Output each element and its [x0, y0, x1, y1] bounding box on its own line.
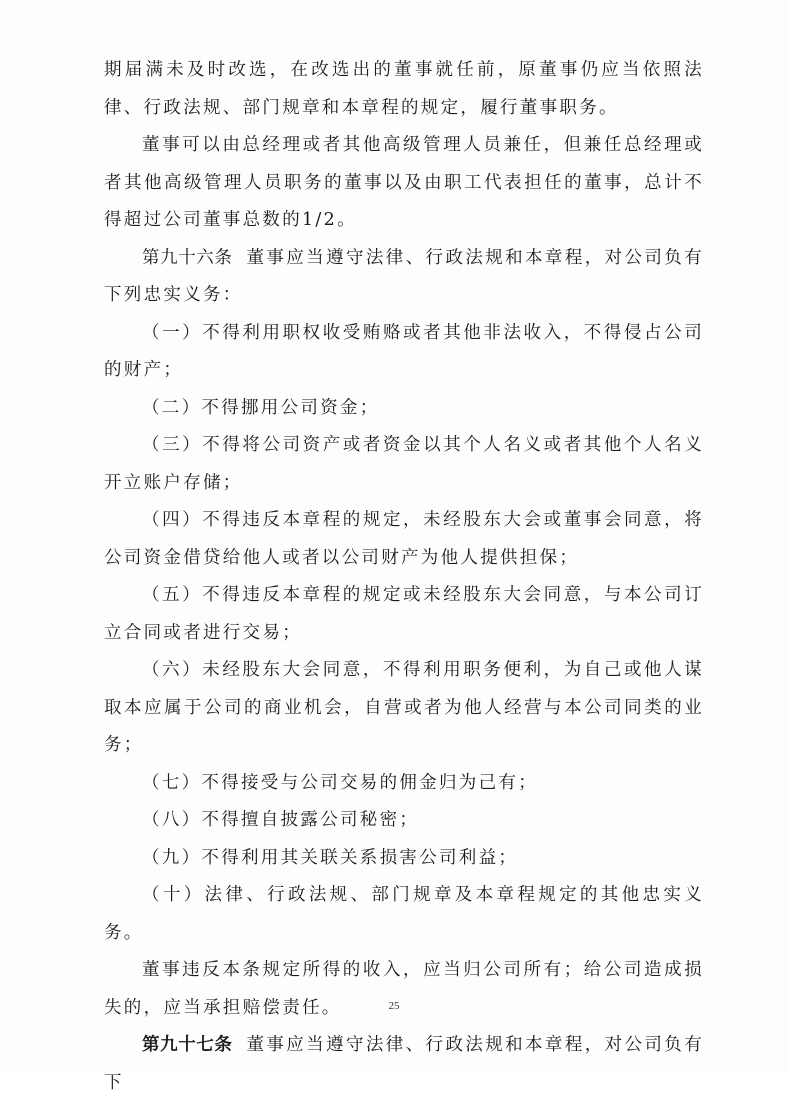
article-heading: 第九十六条: [142, 247, 233, 268]
paragraph: [104, 952, 704, 1027]
page-number: 25: [388, 1000, 400, 1012]
list-item: [104, 840, 704, 878]
list-item: [104, 802, 704, 840]
paragraph-text: （五）不得违反本章程的规定或未经股东大会同意，与本公司订立合同或者进行交易；: [104, 585, 704, 643]
list-item: [104, 427, 704, 502]
paragraph-text: 董事应当遵守法律、行政法规和本章程，对公司负有下列忠实义务：: [104, 247, 704, 305]
paragraph-text: （十）法律、行政法规、部门规章及本章程规定的其他忠实义务。: [104, 885, 704, 943]
paragraph-text: 董事应当遵守法律、行政法规和本章程，对公司负有下: [104, 1035, 704, 1093]
paragraph-text: 董事可以由总经理或者其他高级管理人员兼任，但兼任总经理或者其他高级管理人员职务的董事以及由职工代表担任的董事，总计不得超过公司董事总数的1/2。: [104, 135, 704, 230]
list-item: [104, 390, 704, 428]
paragraph-continuation: [104, 52, 704, 127]
paragraph-text: （二）不得挪用公司资金；: [142, 397, 380, 418]
article-96: [104, 240, 704, 315]
paragraph-text: 期届满未及时改选，在改选出的董事就任前，原董事仍应当依照法律、行政法规、部门规章和本章程的规定，履行董事职务。: [104, 60, 704, 118]
paragraph-text: （八）不得擅自披露公司秘密；: [142, 810, 420, 830]
paragraph-text: （六）未经股东大会同意，不得利用职务便利，为自己或他人谋取本应属于公司的商业机会，自营或者为他人经营与本公司同类的业务；: [104, 660, 704, 755]
list-item: [104, 315, 704, 390]
paragraph-text: 董事违反本条规定所得的收入，应当归公司所有；给公司造成损失的，应当承担赔偿责任。: [104, 960, 704, 1018]
list-item: [104, 652, 704, 765]
paragraph: [104, 127, 704, 240]
paragraph-text: （九）不得利用其关联关系损害公司利益；: [142, 847, 519, 868]
article-97: [104, 1027, 704, 1102]
paragraph-text: （七）不得接受与公司交易的佣金归为己有；: [142, 772, 538, 793]
list-item: [104, 877, 704, 952]
list-item: [104, 577, 704, 652]
document-body: [104, 52, 704, 1102]
paragraph-text: （三）不得将公司资产或者资金以其个人名义或者其他个人名义开立账户存储；: [104, 435, 704, 493]
article-heading: 第九十七条: [142, 1035, 233, 1055]
list-item: [104, 502, 704, 577]
list-item: [104, 765, 704, 803]
paragraph-text: （一）不得利用职权收受贿赂或者其他非法收入，不得侵占公司的财产；: [104, 322, 704, 380]
paragraph-text: （四）不得违反本章程的规定，未经股东大会或董事会同意，将公司资金借贷给他人或者以公司财产为他人提供担保；: [104, 510, 704, 568]
